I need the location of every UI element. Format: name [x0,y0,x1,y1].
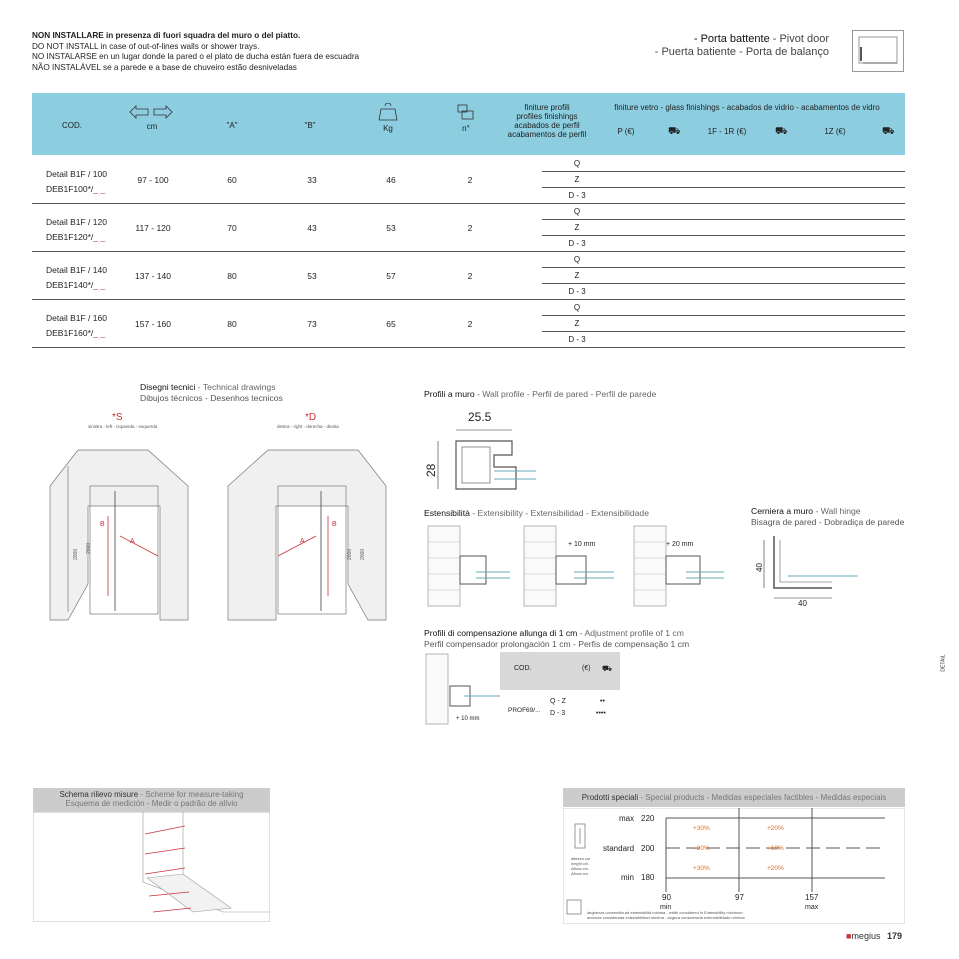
cell-cm: 117 - 120 [135,223,171,233]
table-row: Detail B1F / 160 DEB1F160*/_ _ 157 - 160 80 73 65 2 Q Z D - 3 [32,299,905,348]
table-row: Detail B1F / 100 DEB1F100*/_ _ 97 - 100 60 33 46 2 Q Z D - 3 [32,155,905,204]
dim-2000: 2000 [347,548,353,560]
finish-row: D - 3 [568,335,586,344]
w157: 157 [805,893,819,902]
product-code: DEB1F120*/ [46,232,94,242]
cell-n: 2 [467,271,473,281]
adjustment-dots1: •• [600,698,605,705]
hinge-width: 40 [798,599,807,608]
title-sub: - Pivot door [769,33,829,45]
adjustment-code: PROF69/... [508,707,541,714]
adjustment-mm: + 10 mm [456,716,480,722]
truck-icon: ⛟ [602,664,613,673]
warning-es: NO INSTALARSE en un lugar donde la pared o el plato de ducha están fuera de escuadra [32,52,360,62]
product-title [655,33,829,59]
cell-kg: 46 [386,175,396,185]
adjustment-cod: COD. [514,665,532,672]
height-label: height cm. [571,861,590,866]
brand: megius [851,931,881,941]
side-tab: DETAIL [940,654,947,672]
height-label: Altura cm. [571,871,590,876]
hinge-title: Cerniera a muro - Wall hinge Bisagra de pared - Dobradiça de parede [751,506,905,527]
row-min: min [621,873,634,882]
adjustment-fin2: D - 3 [550,710,566,717]
header-cod: COD. [62,121,82,130]
left-mark: *S [112,412,123,423]
ext-20mm: + 20 mm [666,541,694,548]
product-name: Detail B1F / 160 [46,313,107,323]
width-arrow-icon [567,900,581,914]
hinge-drawing [752,530,862,610]
table-header [32,93,905,155]
width-arrows-icon [128,105,174,119]
h180: 180 [641,873,655,882]
measure-drawing [33,812,270,922]
warning-it: NON INSTALLARE in presenza di fuori squadra del muro o del piatto. [32,31,301,40]
header-kg: Kg [383,124,393,133]
pct: +20% [767,825,784,832]
weight-icon [378,103,398,121]
cell-a: 70 [227,223,237,233]
header-profile-finishings: finiture profili profiles finishings acabados de perfil acabamentos de perfil [507,103,587,139]
table-row: Detail B1F / 120 DEB1F120*/_ _ 117 - 120 70 43 53 2 Q Z D - 3 [32,203,905,252]
finish-row: Q [542,251,905,268]
product-code: DEB1F140*/ [46,280,94,290]
product-code: DEB1F100*/ [46,184,94,194]
row-standard: standard [603,844,635,853]
header-n: n° [462,124,470,133]
finish-row: Q [542,203,905,220]
w-max: max [805,904,819,911]
cell-kg: 53 [386,223,396,233]
finish-row: Q [542,299,905,316]
package-icon [456,103,476,121]
height-label: altezza cm. [571,856,592,861]
finish-row: D - 3 [568,191,586,200]
left-caption: sinistra - left - izquierda - esquerda [88,424,158,429]
page-number: 179 [886,931,902,941]
profile-width: 25.5 [468,410,492,424]
cell-b: 33 [307,175,317,185]
adjustment-table [424,652,620,726]
right-caption: destra - right - derecha - direita [277,424,339,429]
install-warning [32,31,359,73]
header-1z: 1Z (€) [824,127,846,136]
special-chart [563,808,905,924]
dim-2000: 2000 [360,548,366,560]
cell-cm: 157 - 160 [135,319,171,329]
adjustment-fin1: Q - Z [550,698,566,705]
pct: +30% [693,865,710,872]
cell-kg: 65 [386,319,396,329]
cell-n: 2 [467,223,473,233]
right-mark: *D [305,412,317,423]
truck-icon: ⛟ [775,126,788,137]
wall-profile-drawing [424,405,554,500]
header-1f1r: 1F - 1R (€) [707,127,747,136]
finish-row: Z [542,219,905,236]
adjustment-price: (€) [582,665,591,672]
dim-2000: 2000 [86,542,92,554]
truck-icon: ⛟ [668,126,681,137]
h220: 220 [641,814,655,823]
cell-b: 73 [307,319,317,329]
wall-profile-title: Profili a muro - Wall profile - Perfil de pared - Perfil de parede [424,389,657,399]
pct: +20% [693,845,710,852]
adjustment-dots2: •••• [596,710,606,717]
pct: +30% [693,825,710,832]
cell-a: 80 [227,271,237,281]
cell-cm: 97 - 100 [137,175,169,185]
pivot-door-thumbnail-icon [852,30,904,72]
header-a: "A" [226,121,238,130]
technical-drawing-svg [48,436,393,656]
height-label: Altura cm. [571,866,590,871]
header-p: P (€) [617,127,635,136]
truck-icon: ⛟ [882,126,895,137]
w-min: min [660,904,672,911]
finish-row: D - 3 [568,287,586,296]
header-glass-finishings: finiture vetro - glass finishings - acabados de vidrio - acabamentos de vidro [614,103,880,112]
ext-10mm: + 10 mm [568,541,596,548]
w90: 90 [662,893,671,902]
warning-en: DO NOT INSTALL in case of out-of-lines walls or shower trays. [32,41,260,51]
finish-row: Q [542,155,905,172]
special-foot2: anchura considerada extensibilidad mínima - largura considerada extensibilidade mínima [587,915,745,920]
drawings-title: Disegni tecnici - Technical drawings Dibujos técnicos - Desenhos tecnicos [140,382,283,403]
cell-kg: 57 [386,271,396,281]
adjustment-drawing [424,652,502,726]
cell-cm: 137 - 140 [135,271,171,281]
cell-a: 60 [227,175,237,185]
measure-header: Schema rilievo misure - Scheme for measure-taking Esquema de medición - Medir o padrão de alívio [33,788,270,812]
footer [846,931,902,941]
label-b: B [332,521,337,528]
cell-n: 2 [467,175,473,185]
title-main: - Porta battente [693,33,770,45]
pct: +10% [767,845,784,852]
special-header: Prodotti speciali - Special products - Medidas especiales factibles - Medidas especiais [563,788,905,807]
extensibility-title: Estensibilità - Extensibility - Extensibilidad - Extensibilidade [424,508,649,518]
product-name: Detail B1F / 140 [46,265,107,275]
label-a: A [130,538,135,545]
title-line2: - Puerta batiente - Porta de balanço [654,46,829,58]
brand-logo-icon: ■ [846,931,852,941]
cell-n: 2 [467,319,473,329]
finish-row: Z [542,267,905,284]
special-foot1: larghezza consentita ad estensibilità minima - width considered in Extensibility minimum [587,910,743,915]
w97: 97 [735,893,744,902]
extensibility-drawing [424,522,744,610]
product-name: Detail B1F / 100 [46,169,107,179]
header-b: "B" [304,121,316,130]
finish-row: Z [542,315,905,332]
label-a: A [300,538,305,545]
profile-height: 28 [424,463,438,477]
finish-row: D - 3 [568,239,586,248]
cell-a: 80 [227,319,237,329]
warning-pt: NÃO INSTALÁVEL se a parede e a base de chuveiro estão desniveladas [32,62,297,72]
label-b: B [100,521,105,528]
hinge-height: 40 [755,563,764,572]
dim-2000: 2000 [73,548,79,560]
table-row: Detail B1F / 140 DEB1F140*/_ _ 137 - 140 80 53 57 2 Q Z D - 3 [32,251,905,300]
cell-b: 53 [307,271,317,281]
pct: +20% [767,865,784,872]
header-cm: cm [146,122,158,131]
product-code: DEB1F160*/ [46,328,94,338]
product-name: Detail B1F / 120 [46,217,107,227]
h200: 200 [641,844,655,853]
adjustment-title: Profili di compensazione allunga di 1 cm - Adjustment profile of 1 cm Perfil compensador prolongación 1 cm - Perfis de compensação 1 cm [424,628,690,649]
cell-b: 43 [307,223,317,233]
finish-row: Z [542,171,905,188]
row-max: max [619,814,635,823]
